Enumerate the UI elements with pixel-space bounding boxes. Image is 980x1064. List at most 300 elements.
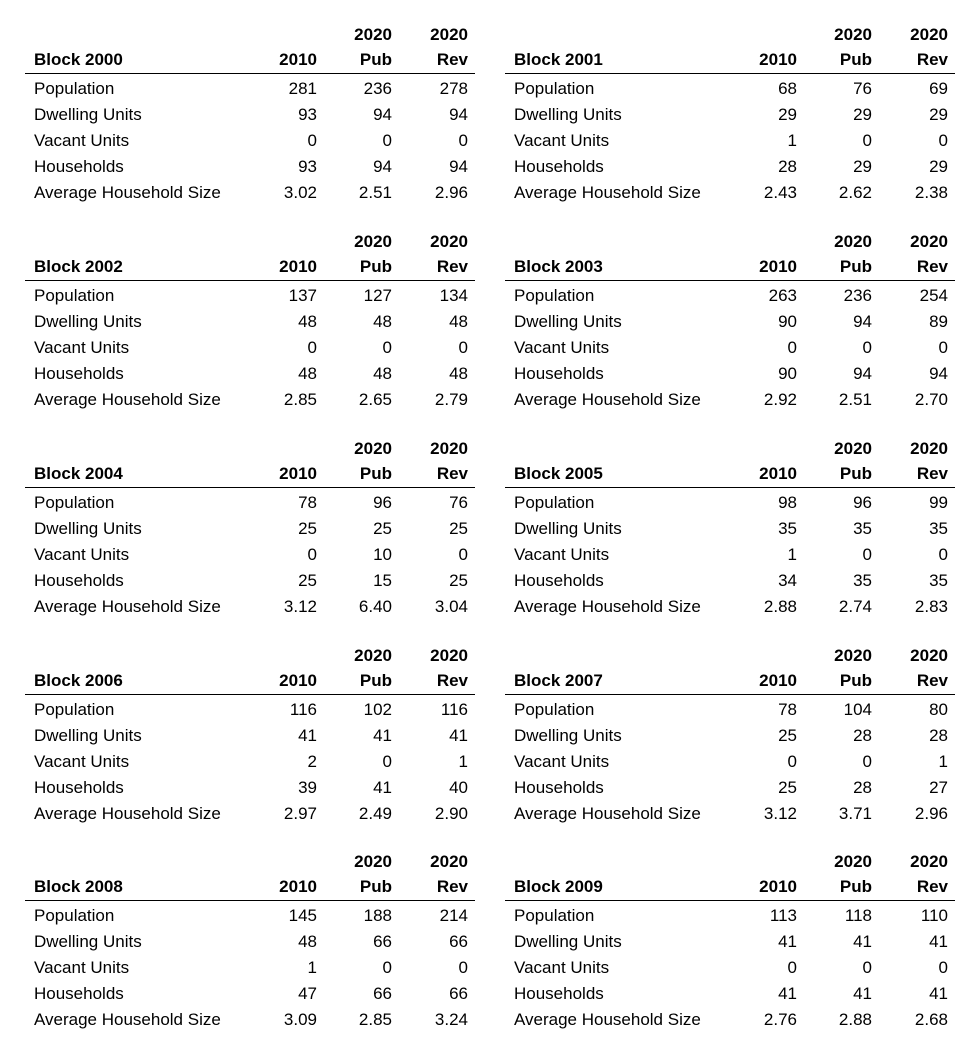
value-2010: 25 [778, 778, 797, 797]
value-2020-rev: 35 [929, 571, 948, 590]
col-2020-pub-year: 2020 [834, 25, 872, 44]
row-label: Average Household Size [514, 183, 701, 202]
col-2020-rev-label: Rev [436, 50, 468, 69]
value-2010: 90 [778, 312, 797, 331]
table-row-dwelling-units [505, 312, 955, 338]
value-2020-pub: 29 [853, 157, 872, 176]
value-2020-pub: 127 [363, 286, 392, 305]
value-2020-rev: 69 [929, 79, 948, 98]
col-2020-rev-label: Rev [916, 877, 948, 896]
value-2020-rev: 27 [929, 778, 948, 797]
table-row-dwelling-units [505, 105, 955, 131]
row-label: Vacant Units [514, 752, 610, 771]
value-2010: 137 [288, 286, 317, 305]
block-title: Block 2008 [34, 877, 123, 896]
row-label: Average Household Size [514, 804, 701, 823]
value-2010: 48 [298, 312, 317, 331]
value-2020-rev: 134 [439, 286, 468, 305]
value-2010: 25 [778, 726, 797, 745]
col-2020-rev-year: 2020 [430, 852, 468, 871]
value-2020-rev: 99 [929, 493, 948, 512]
value-2010: 35 [778, 519, 797, 538]
value-2020-rev: 40 [449, 778, 468, 797]
table-row-average-household-size [505, 1010, 955, 1036]
value-2010: 0 [787, 958, 797, 977]
block-table [25, 854, 475, 1034]
value-2020-pub: 28 [853, 778, 872, 797]
row-label: Households [514, 984, 604, 1003]
value-2020-pub: 2.49 [358, 804, 392, 823]
row-label: Vacant Units [514, 958, 610, 977]
block-title: Block 2004 [34, 464, 123, 483]
table-row-population [505, 700, 955, 726]
block-table [25, 648, 475, 828]
value-2010: 98 [778, 493, 797, 512]
value-2020-rev: 0 [938, 958, 948, 977]
row-label: Households [34, 984, 124, 1003]
table-row-vacant-units [505, 958, 955, 984]
table-row-households [505, 364, 955, 390]
block-title: Block 2007 [514, 671, 603, 690]
value-2010: 93 [298, 157, 317, 176]
col-2010: 2010 [759, 877, 797, 896]
col-2010: 2010 [279, 257, 317, 276]
table-row-vacant-units [505, 131, 955, 157]
value-2020-pub: 94 [373, 157, 392, 176]
row-label: Vacant Units [514, 131, 610, 150]
value-2020-rev: 25 [449, 571, 468, 590]
table-row-population [505, 286, 955, 312]
col-2020-rev-label: Rev [916, 671, 948, 690]
row-label: Vacant Units [34, 752, 130, 771]
table-row-average-household-size [25, 390, 475, 416]
value-2020-pub: 0 [382, 958, 392, 977]
value-2020-rev: 0 [938, 131, 948, 150]
col-2020-pub-label: Pub [359, 50, 392, 69]
value-2020-rev: 2.83 [914, 597, 948, 616]
table-row-average-household-size [25, 804, 475, 830]
value-2010: 1 [787, 545, 797, 564]
table-header [25, 441, 475, 488]
value-2010: 78 [778, 700, 797, 719]
value-2020-rev: 2.79 [434, 390, 468, 409]
value-2020-rev: 89 [929, 312, 948, 331]
table-header [505, 854, 955, 901]
row-label: Households [34, 364, 124, 383]
value-2010: 29 [778, 105, 797, 124]
value-2020-pub: 3.71 [838, 804, 872, 823]
table-row-population [25, 906, 475, 932]
value-2010: 145 [288, 906, 317, 925]
value-2020-rev: 0 [938, 338, 948, 357]
value-2020-pub: 104 [843, 700, 872, 719]
value-2020-rev: 0 [458, 545, 468, 564]
value-2020-pub: 188 [363, 906, 392, 925]
value-2020-rev: 0 [458, 338, 468, 357]
col-2020-rev-label: Rev [916, 257, 948, 276]
col-2020-rev-label: Rev [436, 257, 468, 276]
value-2020-pub: 0 [862, 958, 872, 977]
table-row-dwelling-units [505, 726, 955, 752]
col-2020-rev-year: 2020 [430, 25, 468, 44]
value-2010: 25 [298, 519, 317, 538]
value-2020-pub: 94 [853, 364, 872, 383]
row-label: Dwelling Units [514, 312, 622, 331]
value-2020-pub: 236 [363, 79, 392, 98]
value-2010: 93 [298, 105, 317, 124]
table-row-households [25, 984, 475, 1010]
table-row-vacant-units [25, 958, 475, 984]
col-2020-rev-label: Rev [916, 50, 948, 69]
value-2020-rev: 2.38 [914, 183, 948, 202]
value-2020-rev: 116 [440, 700, 468, 719]
table-row-dwelling-units [25, 932, 475, 958]
row-label: Households [514, 157, 604, 176]
value-2020-rev: 94 [929, 364, 948, 383]
table-row-dwelling-units [505, 519, 955, 545]
row-label: Average Household Size [34, 597, 221, 616]
block-table [25, 441, 475, 621]
col-2010: 2010 [759, 257, 797, 276]
value-2020-pub: 118 [844, 906, 872, 925]
col-2020-pub-year: 2020 [354, 232, 392, 251]
table-row-population [25, 79, 475, 105]
value-2020-pub: 236 [843, 286, 872, 305]
row-label: Households [34, 778, 124, 797]
value-2020-pub: 96 [853, 493, 872, 512]
block-table [505, 234, 955, 414]
value-2010: 90 [778, 364, 797, 383]
value-2010: 1 [307, 958, 317, 977]
row-label: Population [514, 79, 595, 98]
value-2010: 41 [778, 932, 797, 951]
block-title: Block 2003 [514, 257, 603, 276]
table-row-vacant-units [25, 545, 475, 571]
col-2020-pub-year: 2020 [834, 646, 872, 665]
col-2020-pub-year: 2020 [834, 232, 872, 251]
value-2020-pub: 35 [853, 519, 872, 538]
value-2020-rev: 66 [449, 984, 468, 1003]
value-2020-pub: 41 [373, 726, 392, 745]
value-2010: 281 [288, 79, 317, 98]
table-row-average-household-size [505, 390, 955, 416]
table-row-vacant-units [25, 131, 475, 157]
table-header [505, 234, 955, 281]
table-row-households [25, 778, 475, 804]
value-2020-pub: 2.74 [838, 597, 872, 616]
col-2020-pub-year: 2020 [354, 439, 392, 458]
col-2020-pub-year: 2020 [354, 852, 392, 871]
value-2020-rev: 0 [458, 958, 468, 977]
value-2020-rev: 278 [439, 79, 468, 98]
table-row-households [25, 571, 475, 597]
value-2020-pub: 28 [853, 726, 872, 745]
value-2020-rev: 48 [449, 364, 468, 383]
col-2020-pub-label: Pub [359, 671, 392, 690]
table-row-dwelling-units [25, 726, 475, 752]
value-2020-pub: 2.51 [358, 183, 392, 202]
value-2020-pub: 29 [853, 105, 872, 124]
row-label: Average Household Size [514, 597, 701, 616]
row-label: Dwelling Units [34, 519, 142, 538]
value-2010: 2 [307, 752, 317, 771]
table-row-average-household-size [25, 597, 475, 623]
value-2010: 34 [778, 571, 797, 590]
table-row-average-household-size [505, 804, 955, 830]
row-label: Population [34, 286, 115, 305]
value-2010: 0 [787, 338, 797, 357]
row-label: Dwelling Units [34, 932, 142, 951]
row-label: Households [34, 157, 124, 176]
value-2010: 48 [298, 932, 317, 951]
value-2020-pub: 0 [862, 752, 872, 771]
col-2020-rev-label: Rev [916, 464, 948, 483]
value-2010: 116 [289, 700, 317, 719]
block-title: Block 2006 [34, 671, 123, 690]
value-2010: 41 [778, 984, 797, 1003]
value-2020-pub: 76 [853, 79, 872, 98]
col-2020-rev-year: 2020 [910, 646, 948, 665]
col-2020-pub-year: 2020 [834, 439, 872, 458]
value-2010: 25 [298, 571, 317, 590]
row-label: Population [514, 286, 595, 305]
table-row-households [505, 984, 955, 1010]
value-2020-rev: 254 [919, 286, 948, 305]
col-2020-pub-year: 2020 [354, 646, 392, 665]
value-2020-pub: 102 [363, 700, 392, 719]
value-2020-pub: 0 [862, 338, 872, 357]
value-2010: 3.09 [283, 1010, 317, 1029]
value-2020-rev: 41 [449, 726, 468, 745]
table-header [505, 441, 955, 488]
value-2020-rev: 2.96 [434, 183, 468, 202]
table-row-population [25, 700, 475, 726]
table-row-vacant-units [505, 545, 955, 571]
value-2020-rev: 2.90 [434, 804, 468, 823]
block-title: Block 2005 [514, 464, 603, 483]
col-2020-pub-year: 2020 [834, 852, 872, 871]
row-label: Average Household Size [34, 390, 221, 409]
col-2010: 2010 [759, 50, 797, 69]
value-2020-pub: 2.88 [838, 1010, 872, 1029]
value-2010: 1 [787, 131, 797, 150]
col-2010: 2010 [759, 464, 797, 483]
row-label: Vacant Units [34, 545, 130, 564]
table-row-average-household-size [25, 183, 475, 209]
value-2020-pub: 94 [853, 312, 872, 331]
table-row-vacant-units [25, 338, 475, 364]
value-2010: 48 [298, 364, 317, 383]
value-2020-rev: 41 [929, 932, 948, 951]
value-2020-pub: 41 [373, 778, 392, 797]
row-label: Population [34, 700, 115, 719]
row-label: Dwelling Units [34, 105, 142, 124]
col-2020-rev-year: 2020 [910, 25, 948, 44]
row-label: Vacant Units [34, 338, 130, 357]
block-table [505, 27, 955, 207]
table-row-dwelling-units [505, 932, 955, 958]
col-2020-rev-year: 2020 [430, 646, 468, 665]
table-row-population [505, 906, 955, 932]
value-2020-rev: 48 [449, 312, 468, 331]
value-2020-pub: 0 [382, 131, 392, 150]
table-row-dwelling-units [25, 312, 475, 338]
value-2010: 0 [787, 752, 797, 771]
col-2020-pub-label: Pub [359, 877, 392, 896]
col-2020-rev-year: 2020 [910, 439, 948, 458]
value-2020-pub: 94 [373, 105, 392, 124]
value-2010: 113 [769, 906, 797, 925]
value-2020-pub: 2.85 [358, 1010, 392, 1029]
value-2020-pub: 2.65 [358, 390, 392, 409]
value-2020-rev: 0 [938, 545, 948, 564]
value-2020-rev: 3.04 [434, 597, 468, 616]
value-2020-pub: 10 [373, 545, 392, 564]
table-header [25, 234, 475, 281]
value-2020-pub: 6.40 [358, 597, 392, 616]
value-2020-rev: 29 [929, 157, 948, 176]
col-2020-pub-label: Pub [839, 671, 872, 690]
row-label: Dwelling Units [514, 105, 622, 124]
value-2020-pub: 66 [373, 984, 392, 1003]
value-2010: 2.85 [283, 390, 317, 409]
row-label: Average Household Size [34, 183, 221, 202]
table-row-vacant-units [505, 752, 955, 778]
value-2010: 28 [778, 157, 797, 176]
value-2010: 0 [307, 131, 317, 150]
col-2020-pub-label: Pub [359, 464, 392, 483]
table-row-average-household-size [505, 597, 955, 623]
value-2010: 2.43 [763, 183, 797, 202]
block-title: Block 2000 [34, 50, 123, 69]
value-2010: 39 [298, 778, 317, 797]
value-2020-rev: 1 [938, 752, 948, 771]
col-2020-pub-label: Pub [359, 257, 392, 276]
table-row-average-household-size [25, 1010, 475, 1036]
col-2010: 2010 [279, 50, 317, 69]
value-2020-pub: 25 [373, 519, 392, 538]
value-2010: 2.92 [763, 390, 797, 409]
row-label: Average Household Size [34, 804, 221, 823]
row-label: Households [514, 364, 604, 383]
value-2020-pub: 0 [382, 752, 392, 771]
table-row-households [505, 157, 955, 183]
table-header [25, 648, 475, 695]
value-2010: 68 [778, 79, 797, 98]
block-table [505, 648, 955, 828]
value-2020-pub: 96 [373, 493, 392, 512]
block-table [505, 854, 955, 1034]
col-2020-pub-label: Pub [839, 464, 872, 483]
col-2010: 2010 [759, 671, 797, 690]
table-row-population [25, 493, 475, 519]
value-2020-rev: 2.70 [914, 390, 948, 409]
col-2010: 2010 [279, 671, 317, 690]
row-label: Population [34, 79, 115, 98]
col-2020-rev-year: 2020 [910, 852, 948, 871]
table-row-households [505, 571, 955, 597]
block-title: Block 2002 [34, 257, 123, 276]
row-label: Vacant Units [34, 131, 130, 150]
block-table [505, 441, 955, 621]
value-2020-pub: 41 [853, 932, 872, 951]
col-2020-pub-year: 2020 [354, 25, 392, 44]
value-2020-rev: 80 [929, 700, 948, 719]
value-2020-rev: 41 [929, 984, 948, 1003]
value-2020-rev: 94 [449, 105, 468, 124]
row-label: Vacant Units [514, 545, 610, 564]
row-label: Vacant Units [34, 958, 130, 977]
value-2020-pub: 41 [853, 984, 872, 1003]
value-2020-pub: 35 [853, 571, 872, 590]
value-2010: 2.76 [763, 1010, 797, 1029]
value-2020-rev: 66 [449, 932, 468, 951]
value-2020-rev: 214 [439, 906, 468, 925]
col-2020-rev-label: Rev [436, 877, 468, 896]
col-2020-rev-label: Rev [436, 671, 468, 690]
table-row-households [25, 364, 475, 390]
table-row-dwelling-units [25, 105, 475, 131]
value-2010: 263 [768, 286, 797, 305]
block-title: Block 2001 [514, 50, 603, 69]
value-2020-rev: 2.96 [914, 804, 948, 823]
value-2020-rev: 0 [458, 131, 468, 150]
col-2020-rev-year: 2020 [430, 232, 468, 251]
row-label: Households [34, 571, 124, 590]
row-label: Population [514, 906, 595, 925]
value-2020-rev: 94 [449, 157, 468, 176]
row-label: Dwelling Units [34, 312, 142, 331]
col-2010: 2010 [279, 464, 317, 483]
table-header [505, 648, 955, 695]
value-2010: 3.12 [283, 597, 317, 616]
table-header [25, 854, 475, 901]
table-row-households [505, 778, 955, 804]
block-table [25, 27, 475, 207]
table-row-average-household-size [505, 183, 955, 209]
value-2010: 0 [307, 338, 317, 357]
table-row-dwelling-units [25, 519, 475, 545]
value-2010: 41 [298, 726, 317, 745]
value-2020-rev: 25 [449, 519, 468, 538]
value-2020-pub: 0 [382, 338, 392, 357]
row-label: Dwelling Units [514, 726, 622, 745]
table-row-households [25, 157, 475, 183]
row-label: Average Household Size [34, 1010, 221, 1029]
value-2020-rev: 28 [929, 726, 948, 745]
value-2010: 78 [298, 493, 317, 512]
value-2020-pub: 48 [373, 364, 392, 383]
row-label: Households [514, 571, 604, 590]
row-label: Average Household Size [514, 1010, 701, 1029]
value-2010: 0 [307, 545, 317, 564]
block-table [25, 234, 475, 414]
value-2020-rev: 76 [449, 493, 468, 512]
table-row-vacant-units [505, 338, 955, 364]
row-label: Population [34, 906, 115, 925]
col-2020-pub-label: Pub [839, 50, 872, 69]
value-2020-rev: 29 [929, 105, 948, 124]
row-label: Dwelling Units [514, 519, 622, 538]
value-2020-pub: 0 [862, 131, 872, 150]
col-2020-rev-year: 2020 [430, 439, 468, 458]
value-2020-rev: 35 [929, 519, 948, 538]
value-2010: 3.12 [763, 804, 797, 823]
row-label: Population [514, 493, 595, 512]
table-header [25, 27, 475, 74]
col-2020-rev-label: Rev [436, 464, 468, 483]
col-2020-pub-label: Pub [839, 257, 872, 276]
